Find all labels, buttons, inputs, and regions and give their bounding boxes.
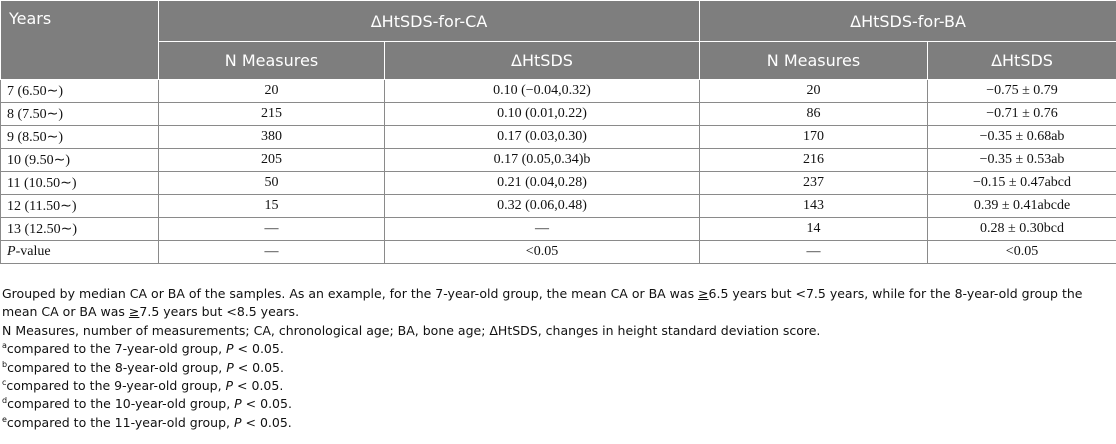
years-cell: 11 (10.50∼) xyxy=(1,172,159,195)
ca-delta-cell: 0.10 (−0.04,0.32) xyxy=(385,80,700,103)
ca-n-cell: 50 xyxy=(159,172,385,195)
pvalue-row xyxy=(1,241,1116,264)
pvalue-label xyxy=(1,241,159,264)
footnote-text: compared to the 7-year-old group, xyxy=(6,341,227,357)
ca-n-cell: — xyxy=(159,218,385,241)
ca-delta-cell: 0.17 (0.05,0.34)b xyxy=(385,149,700,172)
table-body xyxy=(1,80,1116,264)
footnote-tail: < 0.05. xyxy=(233,359,284,375)
grouping-note-part: 6.5 years but <7.5 years, while for the 8-year-old group the mean CA or BA was xyxy=(2,286,1083,320)
grouping-note xyxy=(2,285,1114,322)
ba-n-cell: 143 xyxy=(700,195,928,218)
years-cell: 9 (8.50∼) xyxy=(1,126,159,149)
ba-n-cell: 216 xyxy=(700,149,928,172)
ca-delta-cell: — xyxy=(385,218,700,241)
footnote-p: P xyxy=(234,414,242,430)
footnote-tail: < 0.05. xyxy=(241,414,292,430)
ca-delta-cell: 0.10 (0.01,0.22) xyxy=(385,103,700,126)
grouping-note-part: 7.5 years but <8.5 years. xyxy=(139,304,300,320)
pvalue-label-rest: -value xyxy=(15,244,51,259)
years-header: Years xyxy=(1,1,159,80)
ba-n-cell: 170 xyxy=(700,126,928,149)
ca-n-measures-header: N Measures xyxy=(159,42,385,80)
table-row xyxy=(1,195,1116,218)
ba-delta-cell: 0.28 ± 0.30bcd xyxy=(928,218,1116,241)
table-row xyxy=(1,149,1116,172)
footnote-text: compared to the 8-year-old group, xyxy=(7,359,227,375)
ca-delta-header: ΔHtSDS xyxy=(385,42,700,80)
ba-n-cell: 20 xyxy=(700,80,928,103)
ba-delta-cell: −0.71 ± 0.76 xyxy=(928,103,1116,126)
footnote-mark: e xyxy=(2,414,7,424)
abbreviation-note: N Measures, number of measurements; CA, chronological age; BA, bone age; ΔHtSDS, changes in height standard deviation score. xyxy=(2,322,821,338)
ba-n-cell: — xyxy=(700,241,928,264)
ba-delta-cell: −0.35 ± 0.53ab xyxy=(928,149,1116,172)
years-cell: 10 (9.50∼) xyxy=(1,149,159,172)
ge-symbol: ≥ xyxy=(698,286,709,301)
table-footnotes xyxy=(2,285,1114,432)
footnote-mark: d xyxy=(2,396,8,406)
footnote-b xyxy=(2,359,1114,377)
ba-delta-cell: 0.39 ± 0.41abcde xyxy=(928,195,1116,218)
ca-delta-cell: 0.21 (0.04,0.28) xyxy=(385,172,700,195)
footnote-p: P xyxy=(226,359,234,375)
ba-n-measures-header: N Measures xyxy=(700,42,928,80)
ba-delta-cell: −0.15 ± 0.47abcd xyxy=(928,172,1116,195)
years-cell: 12 (11.50∼) xyxy=(1,195,159,218)
ca-delta-cell: 0.17 (0.03,0.30) xyxy=(385,126,700,149)
ca-n-cell: 15 xyxy=(159,195,385,218)
table-header xyxy=(1,1,1116,80)
ca-n-cell: 20 xyxy=(159,80,385,103)
footnote-mark: c xyxy=(2,377,7,387)
ba-delta-cell: −0.75 ± 0.79 xyxy=(928,80,1116,103)
footnote-p: P xyxy=(225,378,234,394)
ba-group-header: ΔHtSDS-for-BA xyxy=(700,1,1116,42)
footnote-text: compared to the 10-year-old group, xyxy=(7,396,235,412)
footnote-tail: < 0.05. xyxy=(233,378,284,394)
footnote-e xyxy=(2,414,1114,432)
years-cell: 13 (12.50∼) xyxy=(1,218,159,241)
ba-n-cell: 86 xyxy=(700,103,928,126)
ba-delta-header: ΔHtSDS xyxy=(928,42,1116,80)
footnote-tail: < 0.05. xyxy=(233,341,284,357)
pvalue-label-p: P xyxy=(7,244,16,259)
table-row xyxy=(1,80,1116,103)
footnote-mark: b xyxy=(2,359,8,369)
table-row xyxy=(1,103,1116,126)
footnote-a xyxy=(2,340,1114,358)
ca-n-cell: — xyxy=(159,241,385,264)
footnote-p: P xyxy=(226,341,234,357)
footnote-tail: < 0.05. xyxy=(241,396,292,412)
ca-delta-cell: <0.05 xyxy=(385,241,700,264)
footnote-text: compared to the 9-year-old group, xyxy=(6,378,226,394)
ba-n-cell: 237 xyxy=(700,172,928,195)
grouping-note-part: Grouped by median CA or BA of the samples. As an example, for the 7-year-old group, the mean CA or BA was xyxy=(2,286,699,301)
years-cell: 8 (7.50∼) xyxy=(1,103,159,126)
table-row xyxy=(1,126,1116,149)
table-row xyxy=(1,218,1116,241)
table-row xyxy=(1,172,1116,195)
footnote-text: compared to the 11-year-old group, xyxy=(6,414,234,430)
ca-n-cell: 215 xyxy=(159,103,385,126)
footnote-mark: a xyxy=(2,341,7,351)
ca-group-header: ΔHtSDS-for-CA xyxy=(159,1,700,42)
footnote-c xyxy=(2,377,1114,395)
ca-delta-cell: 0.32 (0.06,0.48) xyxy=(385,195,700,218)
ba-delta-cell: −0.35 ± 0.68ab xyxy=(928,126,1116,149)
ca-n-cell: 380 xyxy=(159,126,385,149)
ba-n-cell: 14 xyxy=(700,218,928,241)
ba-delta-cell: <0.05 xyxy=(928,241,1116,264)
years-cell: 7 (6.50∼) xyxy=(1,80,159,103)
footnote-d xyxy=(2,395,1114,413)
ca-n-cell: 205 xyxy=(159,149,385,172)
ge-symbol: ≥ xyxy=(128,304,140,320)
footnote-p: P xyxy=(234,396,242,412)
